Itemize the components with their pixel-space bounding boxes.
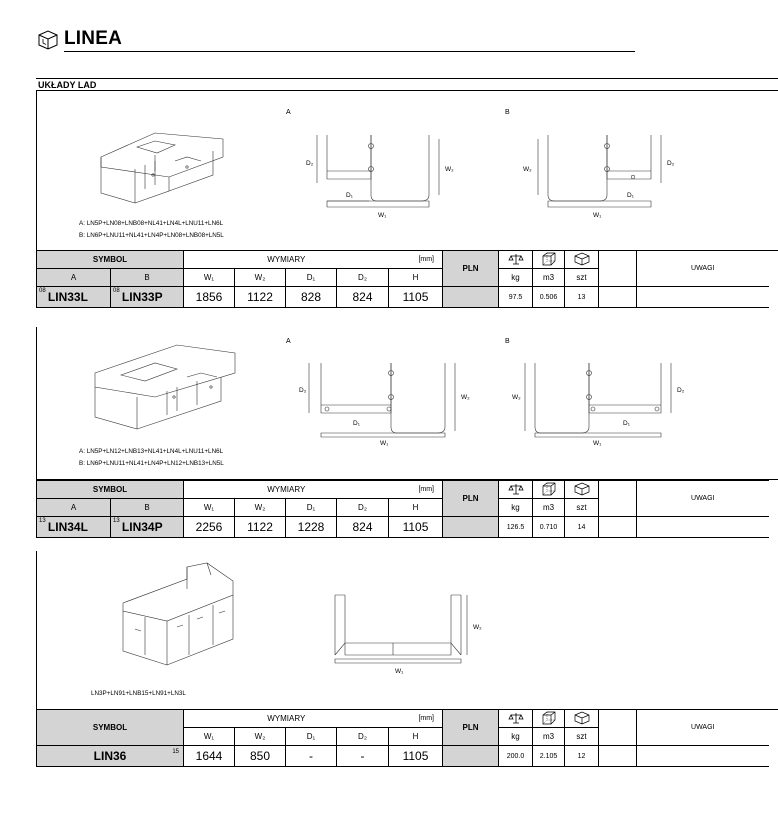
diagram-label-a: A [286,109,291,116]
label-w2-a: W₂ [461,394,470,401]
symbol-header: SYMBOL [37,481,184,499]
label-w1: W₁ [395,668,404,675]
pln-header: PLN [443,710,499,746]
uwagi-header: UWAGI [637,481,769,517]
spec-table-1 [36,250,769,308]
kg-value: 126.5 [499,517,533,538]
plan-view-b [525,363,671,437]
blank-cell [599,481,637,517]
col-h-header: H [389,269,443,287]
layout-drawings-2 [37,327,777,479]
d1-value: 828 [286,287,337,308]
d2-value: - [337,746,389,767]
blank-value [599,746,637,767]
m3-value: 0.506 [533,287,565,308]
uwagi-value [637,517,769,538]
scale-icon [499,710,533,728]
symbol-header: SYMBOL [37,710,184,746]
brand-name: LINEA [64,28,122,49]
col-b-header: B [111,499,184,517]
desk-iso-drawing [123,563,233,665]
volume-cube-icon [533,481,565,499]
col-szt-header: szt [565,499,599,517]
blank-value [599,287,637,308]
col-h-header: H [389,728,443,746]
uwagi-value [637,746,769,767]
caption-a-1: A: LN5P+LN08+LNB08+NL41+LN4L+LNU11+LN6L [79,220,224,227]
col-d2-header: D₂ [337,499,389,517]
col-d2-header: D₂ [337,269,389,287]
mm-unit: [mm] [389,251,443,269]
section-title: UKŁADY LAD [38,80,97,90]
label-d2-b: D₂ [677,387,685,394]
col-a-header: A [37,269,111,287]
desk-iso-drawing [95,345,235,429]
pln-value [443,287,499,308]
w2-value: 1122 [235,517,286,538]
plan-view-a [317,135,439,207]
col-a-header: A [37,499,111,517]
col-d1-header: D₁ [286,499,337,517]
d2-value: 824 [337,517,389,538]
label-d1-b: D₁ [627,192,634,199]
d2-value: 824 [337,287,389,308]
m3-value: 0.710 [533,517,565,538]
label-w2-b: W₂ [523,166,532,173]
pln-header: PLN [443,481,499,517]
box-icon [565,251,599,269]
diagram-label-b: B [505,109,510,116]
scale-icon [499,481,533,499]
col-m3-header: m3 [533,269,565,287]
label-w1-a: W₁ [378,212,387,219]
blank-value [599,517,637,538]
label-w1-b: W₁ [593,440,602,447]
d1-value: - [286,746,337,767]
col-w2-header: W₂ [235,269,286,287]
uwagi-value [637,287,769,308]
label-w2-a: W₂ [445,166,454,173]
cube-logo-icon [36,28,60,50]
section-divider [36,78,778,79]
wymiary-header: WYMIARY [184,710,389,728]
plan-view-a [309,363,455,437]
h-value: 1105 [389,287,443,308]
w2-value: 850 [235,746,286,767]
symbol-a-cell: $^{13}$ LIN34L [37,517,111,538]
col-w1-header: W₁ [184,728,235,746]
szt-value: 12 [565,746,599,767]
label-d1-a: D₁ [353,420,360,427]
h-value: 1105 [389,517,443,538]
label-w2: W₂ [473,624,482,631]
col-d1-header: D₁ [286,269,337,287]
mm-unit: [mm] [389,481,443,499]
pln-header: PLN [443,251,499,287]
col-w1-header: W₁ [184,499,235,517]
w2-value: 1122 [235,287,286,308]
kg-value: 97.5 [499,287,533,308]
label-d1-b: D₁ [623,420,630,427]
pln-value [443,517,499,538]
caption-b-2: B: LN6P+LNU11+NL41+LN4P+LN12+LNB13+LN5L [79,460,224,467]
diagram-label-a: A [286,338,291,345]
symbol-header: SYMBOL [37,251,184,269]
label-d2-a: D₂ [299,387,307,394]
volume-cube-icon [533,251,565,269]
col-w2-header: W₂ [235,499,286,517]
col-m3-header: m3 [533,499,565,517]
volume-cube-icon [533,710,565,728]
col-kg-header: kg [499,269,533,287]
box-icon [565,481,599,499]
label-d1-a: D₁ [346,192,353,199]
plan-view-b [538,135,661,207]
szt-value: 13 [565,287,599,308]
label-w1-b: W₁ [593,212,602,219]
symbol-a-cell: $^{08}$ LIN33L [37,287,111,308]
desk-iso-drawing [101,133,223,203]
col-w2-header: W₂ [235,728,286,746]
symbol-b-cell: $^{13}$ LIN34P [111,517,184,538]
spec-table-2 [36,480,769,538]
w1-value: 2256 [184,517,235,538]
mm-unit: [mm] [389,710,443,728]
label-d2-a: D₂ [306,160,314,167]
label-w2-b: W₂ [512,394,521,401]
brand-header [36,28,122,50]
spec-table-3 [36,709,769,767]
col-szt-header: szt [565,728,599,746]
scale-icon [499,251,533,269]
box-icon [565,710,599,728]
pln-value [443,746,499,767]
col-kg-header: kg [499,499,533,517]
wymiary-header: WYMIARY [184,251,389,269]
col-m3-header: m3 [533,728,565,746]
symbol-b-cell: $^{08}$ LIN33P [111,287,184,308]
col-b-header: B [111,269,184,287]
uwagi-header: UWAGI [637,710,769,746]
blank-cell [599,251,637,287]
col-h-header: H [389,499,443,517]
col-w1-header: W₁ [184,269,235,287]
col-szt-header: szt [565,269,599,287]
caption-3: LN3P+LN91+LNB15+LN91+LN3L [91,690,186,697]
label-d2-b: D₂ [667,160,675,167]
uwagi-header: UWAGI [637,251,769,287]
caption-b-1: B: LN6P+LNU11+NL41+LN4P+LN08+LNB08+LN5L [79,232,224,239]
szt-value: 14 [565,517,599,538]
caption-a-2: A: LN5P+LN12+LNB13+NL41+LN4L+LNU11+LN6L [79,448,224,455]
col-kg-header: kg [499,728,533,746]
plan-view-w [335,595,467,663]
blank-cell [599,710,637,746]
symbol-cell: LIN36 15 [37,746,184,767]
w1-value: 1856 [184,287,235,308]
layout-drawings-3 [37,551,777,709]
d1-value: 1228 [286,517,337,538]
brand-underline [64,51,635,52]
label-w1-a: W₁ [380,440,389,447]
col-d2-header: D₂ [337,728,389,746]
diagram-label-b: B [505,338,510,345]
h-value: 1105 [389,746,443,767]
layout-panel-3 [36,551,778,710]
layout-panel-2 [36,327,778,480]
wymiary-header: WYMIARY [184,481,389,499]
layout-panel-1 [36,90,778,251]
col-d1-header: D₁ [286,728,337,746]
m3-value: 2.105 [533,746,565,767]
w1-value: 1644 [184,746,235,767]
kg-value: 200.0 [499,746,533,767]
